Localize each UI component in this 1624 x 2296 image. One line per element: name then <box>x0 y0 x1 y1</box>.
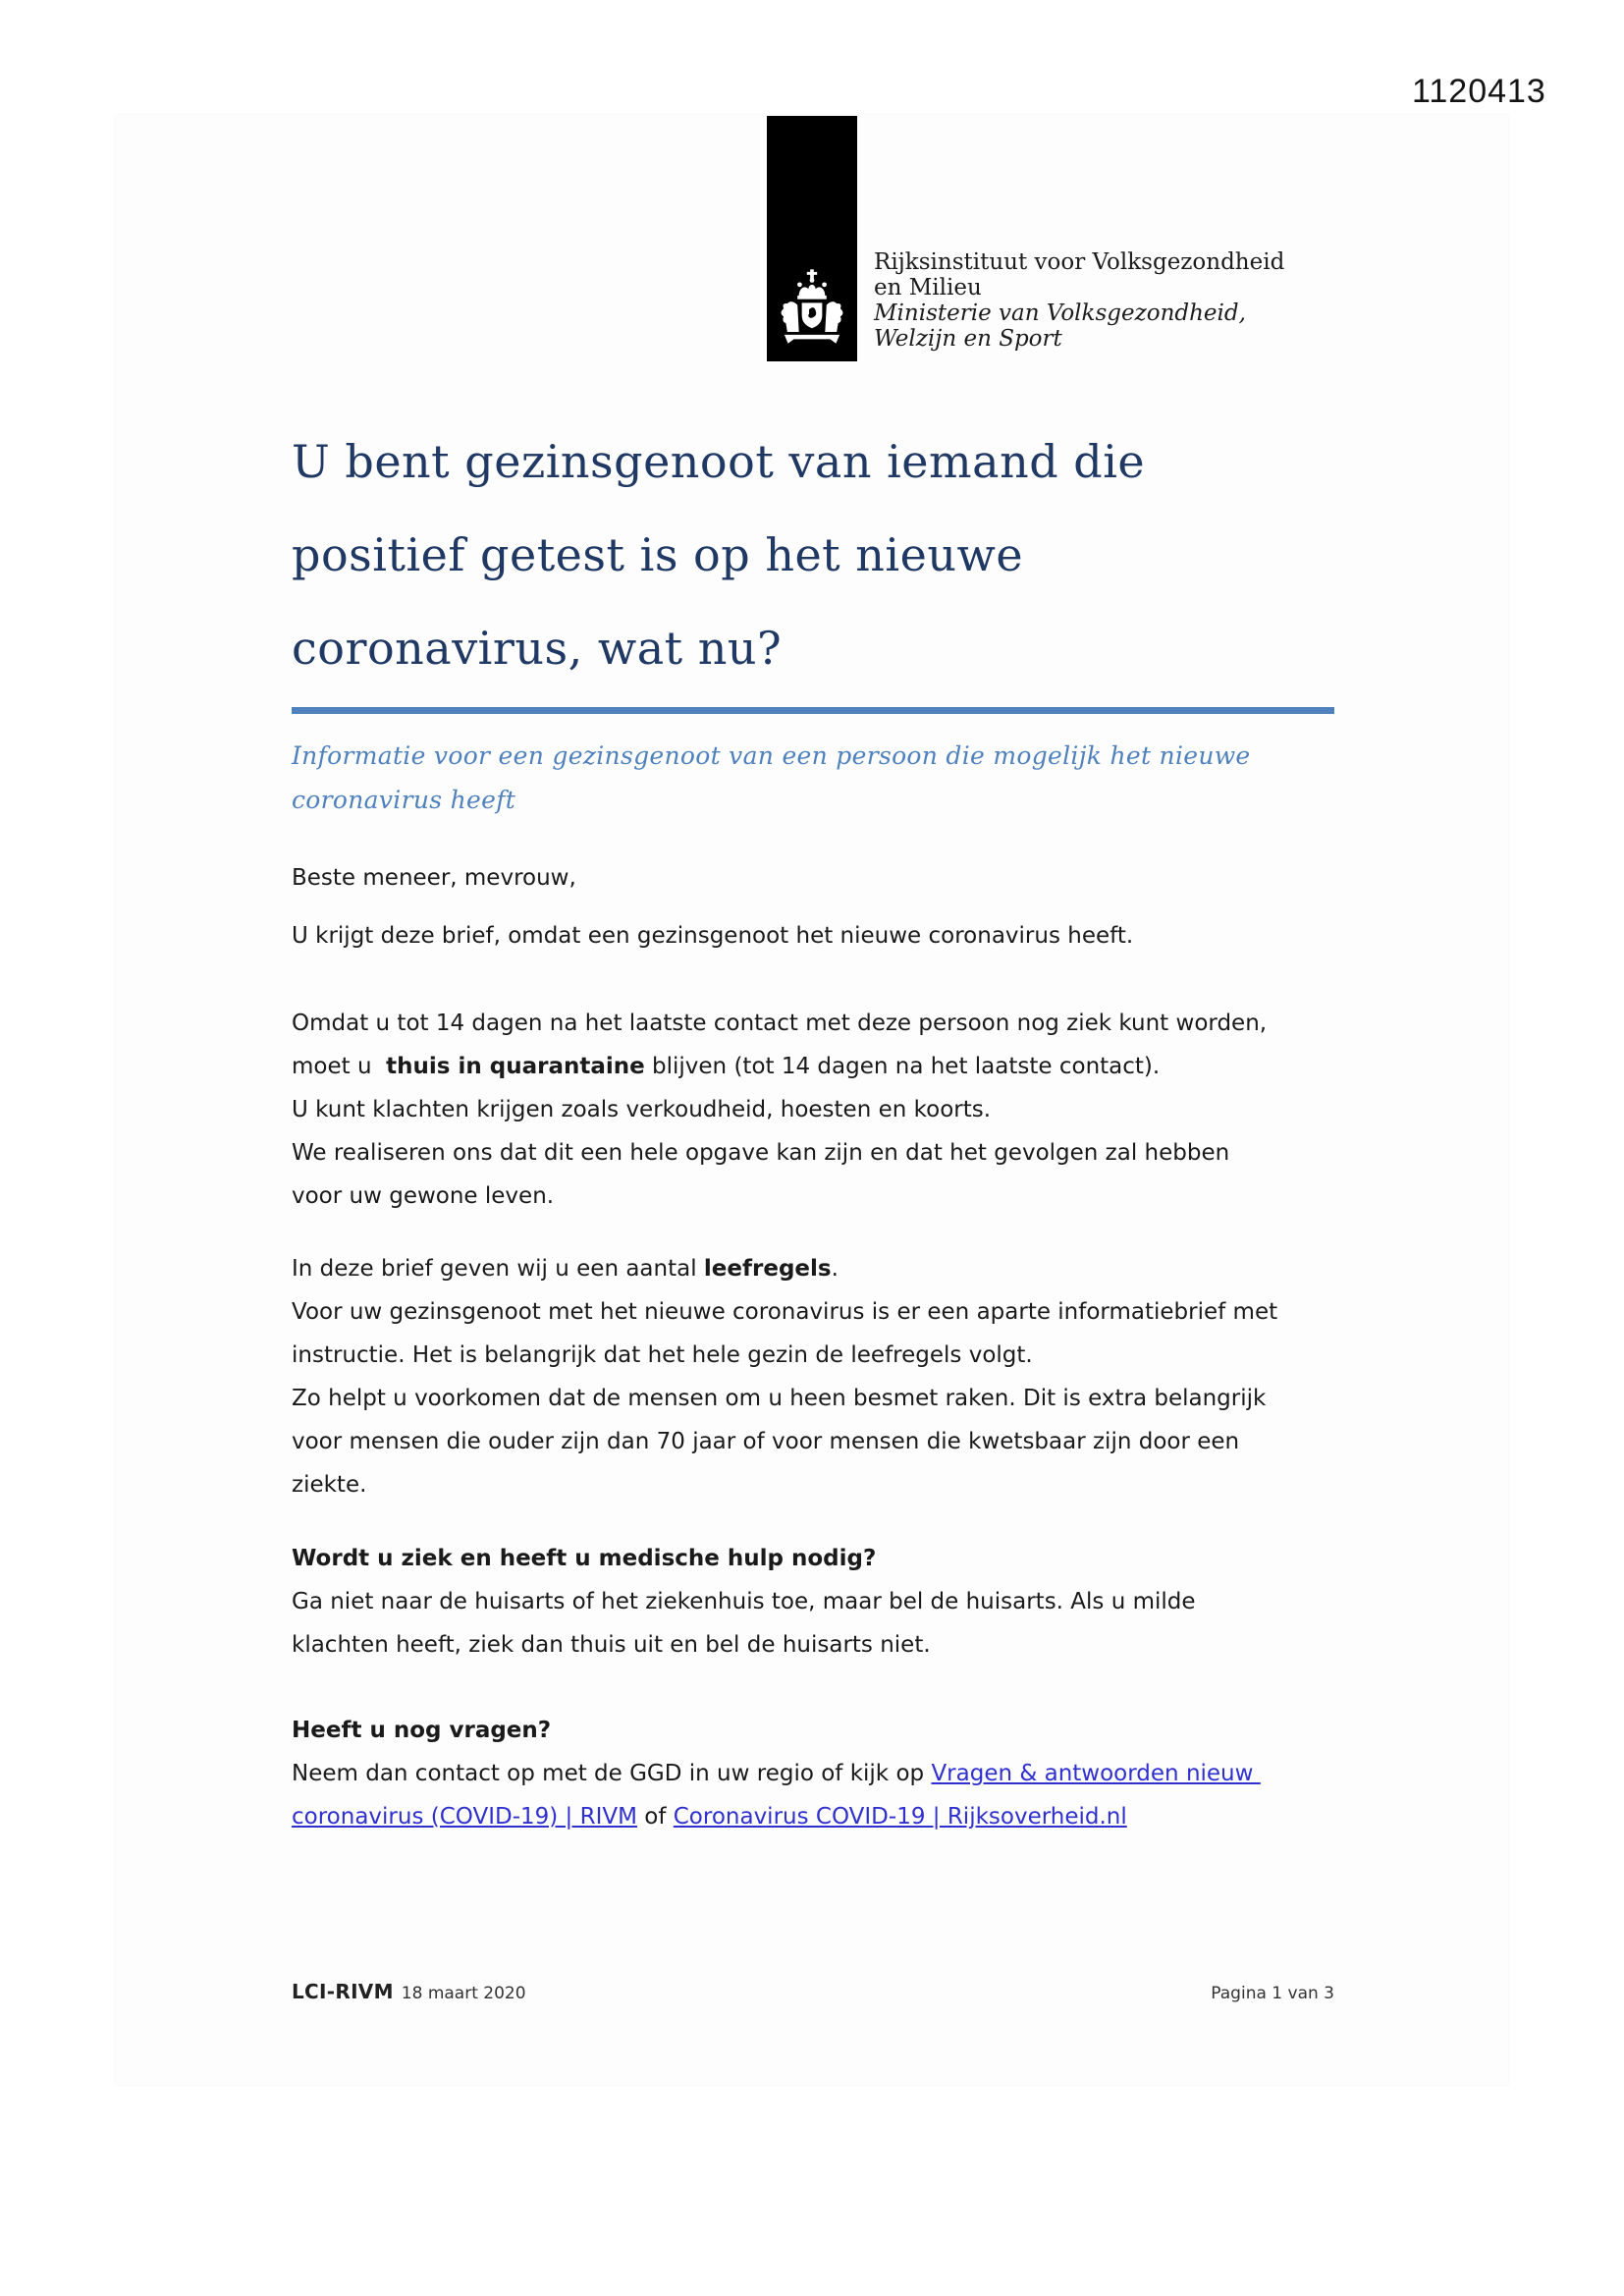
paragraph <box>292 1580 1334 1667</box>
section-heading <box>292 1709 1334 1752</box>
subtitle-line: coronavirus heeft <box>292 786 516 814</box>
title-line: positief getest is op het nieuwe <box>292 528 1024 581</box>
text-segment: blijven (tot 14 dagen na het laatste contact). <box>644 1054 1161 1079</box>
text-segment: voor uw gewone leven. <box>292 1183 555 1209</box>
text-line <box>292 1247 1334 1290</box>
subtitle-line: Informatie voor een gezinsgenoot van een persoon die mogelijk het nieuwe <box>292 741 1251 770</box>
text-segment: . <box>831 1256 839 1282</box>
letter-title <box>292 415 1334 695</box>
hyperlink[interactable]: Coronavirus COVID-19 | Rijksoverheid.nl <box>673 1804 1127 1830</box>
text-line <box>292 1131 1334 1175</box>
text-line <box>292 1290 1334 1334</box>
text-line <box>292 1002 1334 1045</box>
body-content <box>292 856 1334 1838</box>
text-segment: Ga niet naar de huisarts of het ziekenhuis toe, maar bel de huisarts. Als u milde <box>292 1589 1196 1614</box>
paragraph <box>292 1002 1334 1218</box>
text-segment: thuis in quarantaine <box>386 1054 645 1079</box>
text-line <box>292 1334 1334 1377</box>
section-heading <box>292 1537 1334 1580</box>
text-segment: Neem dan contact op met de GGD in uw regio of kijk op <box>292 1761 932 1786</box>
text-line <box>292 1175 1334 1218</box>
text-segment: Omdat u tot 14 dagen na het laatste contact met deze persoon nog ziek kunt worden, <box>292 1011 1268 1036</box>
text-segment: U kunt klachten krijgen zoals verkoudheid, hoesten en koorts. <box>292 1097 992 1122</box>
text-line <box>292 1463 1334 1506</box>
letter-content-column <box>292 415 1334 1838</box>
title-line: coronavirus, wat nu? <box>292 622 783 675</box>
paragraph <box>292 914 1334 957</box>
text-line <box>292 914 1334 957</box>
footer-date: 18 maart 2020 <box>401 1984 526 2003</box>
text-segment: instructie. Het is belangrijk dat het hele gezin de leefregels volgt. <box>292 1342 1033 1368</box>
text-segment: Heeft u nog vragen? <box>292 1718 552 1743</box>
text-segment: leefregels <box>703 1256 832 1282</box>
org-name-line: Rijksinstituut voor Volksgezondheid <box>874 249 1285 275</box>
text-segment: voor mensen die ouder zijn dan 70 jaar of voor mensen die kwetsbaar zijn door een <box>292 1429 1240 1454</box>
hyperlink[interactable]: coronavirus (COVID-19) | RIVM <box>292 1804 637 1830</box>
paragraph <box>292 1752 1334 1838</box>
ministry-name-line: Welzijn en Sport <box>874 326 1062 352</box>
text-line <box>292 1709 1334 1752</box>
title-underline-rule <box>292 707 1334 714</box>
text-line <box>292 1045 1334 1088</box>
text-line <box>292 1752 1334 1795</box>
text-segment: ziekte. <box>292 1472 367 1498</box>
text-segment: In deze brief geven wij u een aantal <box>292 1256 704 1282</box>
text-line <box>292 1420 1334 1463</box>
document-stamp-number: 1120413 <box>1412 73 1546 110</box>
page-footer <box>292 1980 1334 2003</box>
title-line: U bent gezinsgenoot van iemand die <box>292 435 1146 488</box>
text-segment: moet u <box>292 1054 387 1079</box>
text-line <box>292 1537 1334 1580</box>
text-segment: Beste meneer, mevrouw, <box>292 865 576 891</box>
rijksoverheid-logo-banner <box>767 116 857 361</box>
footer-doc-ref: LCI-RIVM <box>292 1980 394 2003</box>
footer-document-reference <box>292 1980 526 2003</box>
coat-of-arms-icon <box>776 268 848 351</box>
letter-subtitle <box>292 734 1334 822</box>
text-line <box>292 1088 1334 1131</box>
logo-text-block <box>874 249 1284 352</box>
paragraph <box>292 1247 1334 1506</box>
text-line <box>292 856 1334 900</box>
text-line <box>292 1377 1334 1420</box>
text-segment: Zo helpt u voorkomen dat de mensen om u heen besmet raken. Dit is extra belangrijk <box>292 1386 1267 1411</box>
text-segment: of <box>636 1804 674 1830</box>
footer-page-number: Pagina 1 van 3 <box>1211 1984 1334 2003</box>
ministry-name-line: Ministerie van Volksgezondheid, <box>874 301 1246 326</box>
text-segment: U krijgt deze brief, omdat een gezinsgenoot het nieuwe coronavirus heeft. <box>292 923 1134 949</box>
text-line <box>292 1623 1334 1667</box>
text-line <box>292 1795 1334 1838</box>
text-segment: Wordt u ziek en heeft u medische hulp nodig? <box>292 1546 877 1571</box>
paragraph <box>292 856 1334 900</box>
text-segment: We realiseren ons dat dit een hele opgave kan zijn en dat het gevolgen zal hebben <box>292 1140 1230 1166</box>
hyperlink[interactable]: Vragen & antwoorden nieuw <box>931 1761 1261 1786</box>
org-name-line: en Milieu <box>874 275 982 301</box>
text-segment: klachten heeft, ziek dan thuis uit en bel de huisarts niet. <box>292 1632 931 1658</box>
text-line <box>292 1580 1334 1623</box>
text-segment: Voor uw gezinsgenoot met het nieuwe coronavirus is er een aparte informatiebrief met <box>292 1299 1278 1325</box>
